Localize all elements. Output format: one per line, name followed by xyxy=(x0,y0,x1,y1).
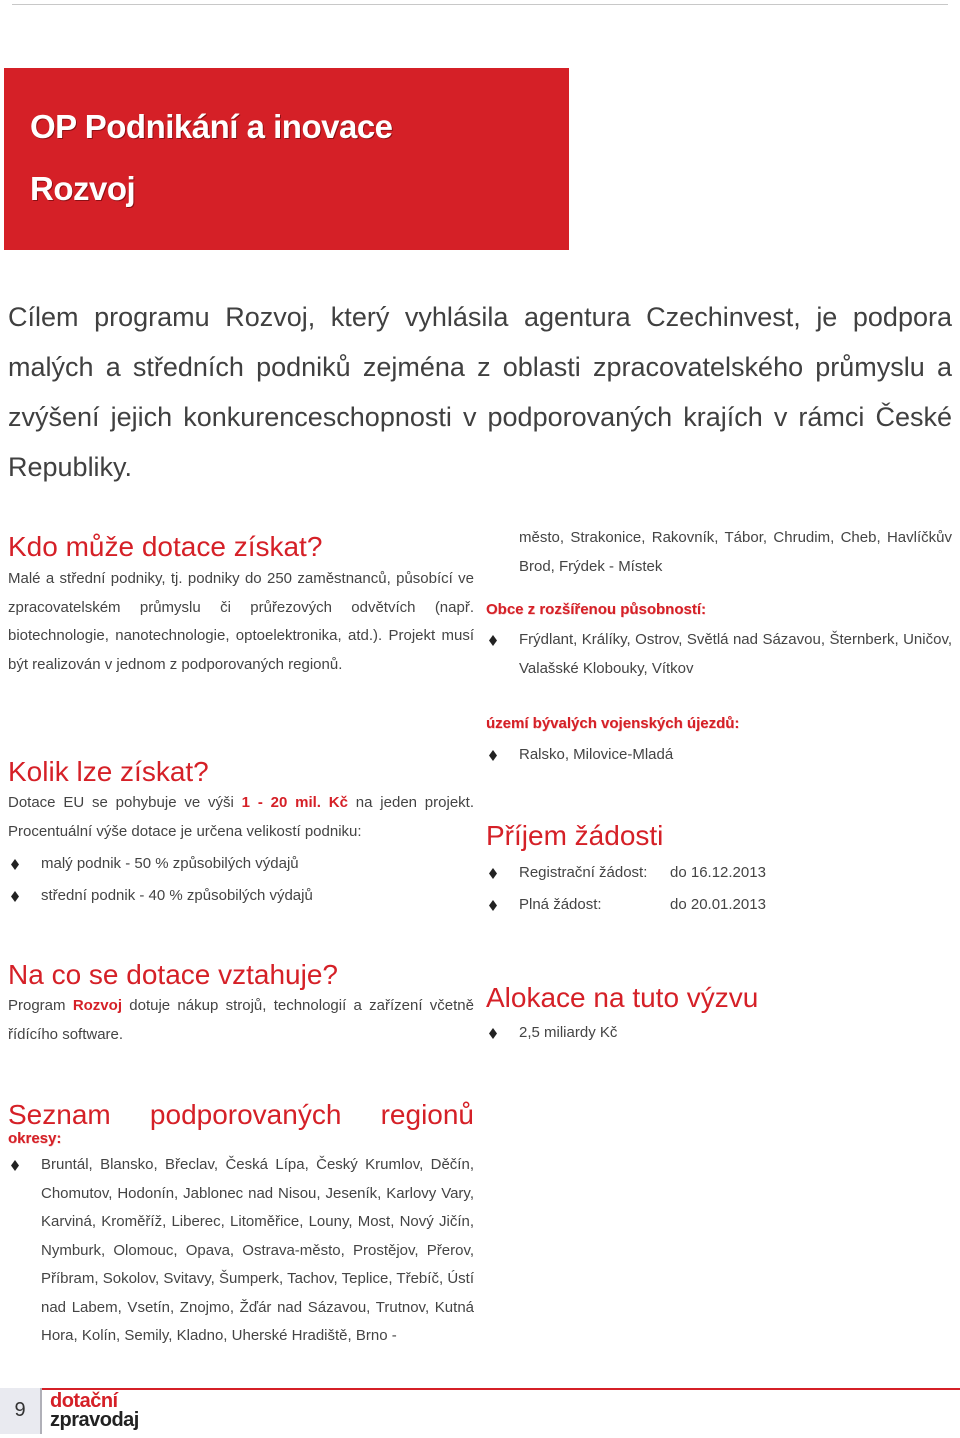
naco-heading: Na co se dotace vztahuje? xyxy=(8,959,338,990)
kolik-list xyxy=(8,850,474,910)
kdo-text: Malé a střední podniky, tj. podniky do 250 zaměstnanců, působící ve zpracovatelském průmyslu či průřezových odvětvích (např. biotechnologie, nanotechnologie, optoelektronika, atd.). Projekt musí být realizován v jednom z podporovaných regionů. xyxy=(8,570,474,673)
list-item: Ralsko, Milovice-Mladá xyxy=(486,741,952,770)
obce-label: Obce z rozšířenou působností: xyxy=(486,601,707,618)
page-number: 9 xyxy=(0,1388,42,1434)
diamond-bullet-icon xyxy=(489,635,497,646)
prijem-heading: Příjem žádosti xyxy=(486,820,664,851)
seznam-heading: Seznam podporovaných regionů xyxy=(8,1099,474,1130)
vojenske-label: území bývalých vojenských újezdů: xyxy=(486,715,740,732)
prijem-list xyxy=(486,859,952,919)
obce-list xyxy=(486,626,952,683)
diamond-bullet-icon xyxy=(489,1028,497,1039)
section-naco xyxy=(8,958,474,1049)
diamond-bullet-icon xyxy=(489,868,497,879)
footer-bar xyxy=(0,1388,960,1438)
okresy-continued: město, Strakonice, Rakovník, Tábor, Chrudim, Cheb, Havlíčkův Brod, Frýdek - Místek xyxy=(519,529,952,575)
page-subtitle: Rozvoj xyxy=(30,170,136,207)
diamond-bullet-icon xyxy=(11,891,19,902)
list-item: Bruntál, Blansko, Břeclav, Česká Lípa, Český Krumlov, Děčín, Chomutov, Hodonín, Jablonec nad Nisou, Jeseník, Karlovy Vary, Karviná, Kroměříž, Liberec, Litoměřice, Louny, Most, Nový Jičín, Nymburk, Olomouc, Opava, Ostrava-město, Prostějov, Přerov, Příbram, Sokolov, Svitavy, Šumperk, Tachov, Teplice, Třebíč, Ústí nad Labem, Vsetín, Znojmo, Žďár nad Sázavou, Trutnov, Kutná Hora, Kolín, Semily, Kladno, Uherské Hradiště, Brno - xyxy=(8,1151,474,1351)
kolik-text: Dotace EU se pohybuje ve výši 1 - 20 mil. Kč na jeden projekt. Procentuální výše dotace je určena velikostí podniku: xyxy=(8,794,475,840)
section-alokace xyxy=(486,981,952,1048)
amount-highlight: 1 - 20 mil. Kč xyxy=(241,794,348,811)
okresy-label: okresy: xyxy=(8,1130,62,1147)
list-item: střední podnik - 40 % způsobilých výdajů xyxy=(8,882,474,911)
section-kdo xyxy=(8,530,474,679)
section-seznam xyxy=(8,1098,474,1351)
list-item: Plná žádost: do 20.01.2013 xyxy=(486,891,952,920)
top-rule xyxy=(12,4,948,5)
vojenske-list xyxy=(486,741,952,770)
section-seznam-continued xyxy=(486,524,952,770)
diamond-bullet-icon xyxy=(11,1160,19,1171)
kdo-heading: Kdo může dotace získat? xyxy=(8,531,323,562)
diamond-bullet-icon xyxy=(489,900,497,911)
alokace-list xyxy=(486,1019,952,1048)
section-kolik xyxy=(8,755,474,910)
list-item: 2,5 miliardy Kč xyxy=(486,1019,952,1048)
kolik-heading: Kolik lze získat? xyxy=(8,756,209,787)
dotacni-zpravodaj-logo: dotační zpravodaj xyxy=(50,1390,139,1431)
list-item: Registrační žádost: do 16.12.2013 xyxy=(486,859,952,888)
diamond-bullet-icon xyxy=(489,750,497,761)
intro-paragraph: Cílem programu Rozvoj, který vyhlásila agentura Czechinvest, je podpora malých a středních podniků zejména z oblasti zpracovatelského průmyslu a zvýšení jejich konkurenceschopnosti v podporovaných krajích v rámci České Republiky. xyxy=(8,302,952,482)
naco-text: Program Rozvoj dotuje nákup strojů, technologií a zařízení včetně řídícího software. xyxy=(8,997,474,1043)
list-item: Frýdlant, Králíky, Ostrov, Světlá nad Sázavou, Šternberk, Uničov, Valašské Klobouky, Vítkov xyxy=(486,626,952,683)
okresy-list xyxy=(8,1151,474,1351)
diamond-bullet-icon xyxy=(11,859,19,870)
section-prijem xyxy=(486,819,952,919)
title-banner xyxy=(4,68,569,250)
page-title: OP Podnikání a inovace xyxy=(30,108,393,145)
program-highlight: Rozvoj xyxy=(72,997,122,1014)
alokace-heading: Alokace na tuto výzvu xyxy=(486,982,759,1013)
list-item: malý podnik - 50 % způsobilých výdajů xyxy=(8,850,474,879)
